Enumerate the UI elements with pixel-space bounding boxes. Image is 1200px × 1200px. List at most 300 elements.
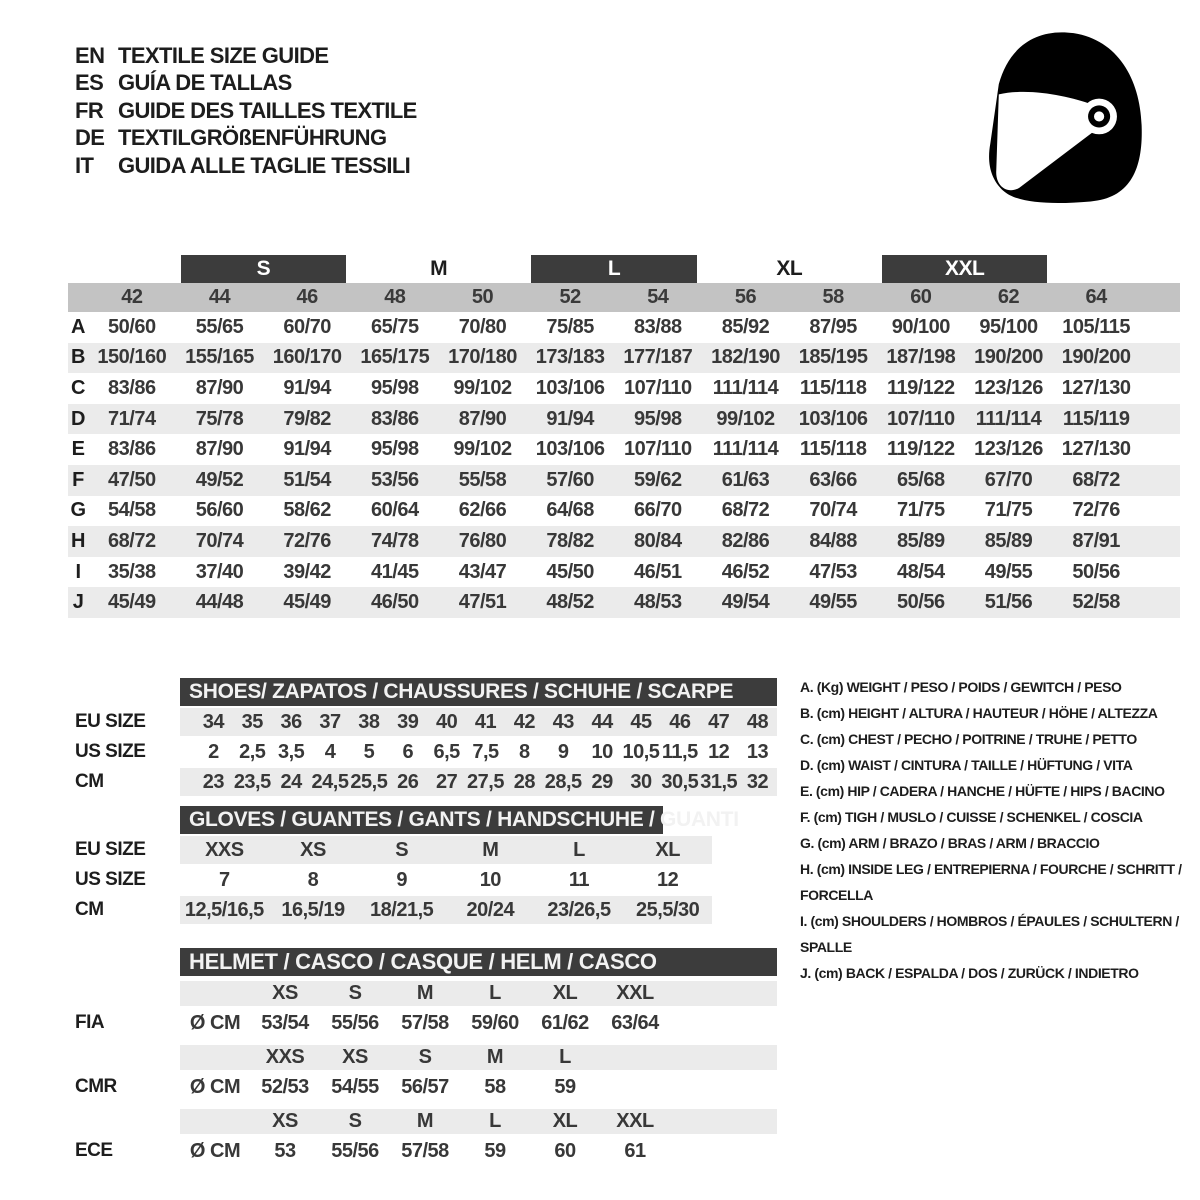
size-value: 55/58 <box>439 465 527 496</box>
size-value: 103/106 <box>789 404 877 435</box>
shoes-row-cells <box>180 768 777 796</box>
language-row-fr <box>75 97 417 125</box>
helmet-size-label: XL <box>552 1110 578 1132</box>
shoes-value: 35 <box>241 710 263 733</box>
size-value: 59/62 <box>614 465 702 496</box>
language-row-de <box>75 125 417 153</box>
row-label-h: H <box>68 526 88 557</box>
gloves-value: 9 <box>396 868 407 891</box>
shoes-value: 6 <box>402 740 414 763</box>
helmet-size-value: 59/60 <box>471 1011 519 1034</box>
size-value: 51/56 <box>965 587 1053 618</box>
shoes-value: 13 <box>746 740 769 763</box>
helmet-sizes-cells <box>180 1109 777 1134</box>
size-value: 45/50 <box>546 560 594 583</box>
helmet-size-value: 55/56 <box>331 1011 379 1034</box>
size-value: 47/53 <box>809 560 857 583</box>
helmet-size-value: 59 <box>554 1075 576 1098</box>
size-value: 173/183 <box>526 343 614 374</box>
size-value: 119/122 <box>886 438 955 461</box>
size-value: 35/38 <box>108 560 156 583</box>
size-value: 103/106 <box>535 376 605 399</box>
size-value: 74/78 <box>351 526 439 557</box>
row-filler <box>1140 343 1180 374</box>
shoes-value: 10,5 <box>622 740 660 763</box>
size-value: 190/200 <box>965 343 1053 374</box>
shoes-value: 2 <box>208 740 219 763</box>
gloves-table-title-bar: GLOVES / GUANTES / GANTS / HANDSCHUHE / GUANTI <box>180 806 663 834</box>
size-value: 187/198 <box>877 343 965 374</box>
shoes-value: 34 <box>202 710 225 733</box>
size-value: 83/86 <box>351 404 439 435</box>
shoes-value: 44 <box>591 710 613 733</box>
gloves-value: M <box>482 838 499 861</box>
language-title-list <box>75 42 417 180</box>
helmet-size-label: XS <box>342 1046 368 1068</box>
helmet-values-cells <box>180 1008 777 1038</box>
header-spacer <box>1052 255 1180 283</box>
size-value: 55/65 <box>195 315 244 338</box>
size-value: 46/52 <box>721 560 770 583</box>
legend-item-f: F. (cm) TIGH / MUSLO / CUISSE / SCHENKEL / COSCIA <box>800 809 1143 825</box>
size-value: 62/66 <box>458 499 507 522</box>
size-value: 95/100 <box>979 315 1038 338</box>
shoes-value: 32 <box>746 770 769 793</box>
row-filler <box>1140 373 1180 404</box>
helmet-sizes-cells <box>180 981 777 1006</box>
row-filler <box>1140 465 1180 496</box>
size-value: 72/76 <box>1072 499 1120 522</box>
size-value: 49/55 <box>984 560 1033 583</box>
size-value: 87/90 <box>195 438 244 461</box>
size-value: 79/82 <box>263 404 351 435</box>
shoes-value: 28 <box>513 770 535 793</box>
size-value: 48/53 <box>614 587 702 618</box>
helmet-sizes-row-cmr <box>68 1045 1180 1070</box>
helmet-standard-label: FIA <box>75 1012 105 1033</box>
size-value: 95/98 <box>614 404 702 435</box>
size-value: 51/54 <box>263 465 351 496</box>
guide-title: TEXTILGRÖßENFÜHRUNG <box>118 125 387 151</box>
row-label-e: E <box>71 438 85 461</box>
size-value: 87/95 <box>809 315 857 338</box>
size-value: 49/52 <box>176 465 264 496</box>
shoes-value: 8 <box>519 740 530 763</box>
size-value: 85/92 <box>721 315 770 338</box>
size-value: 115/118 <box>799 376 867 399</box>
size-group-xl: XL <box>776 257 803 280</box>
helmet-size-label: XXL <box>616 982 654 1004</box>
shoes-value: 47 <box>708 710 730 733</box>
size-value: 165/175 <box>351 343 439 374</box>
size-value: 45/49 <box>263 587 351 618</box>
shoes-row-label: US SIZE <box>75 741 146 762</box>
numeric-size-header: 56 <box>702 283 790 312</box>
numeric-size-header: 58 <box>789 283 877 312</box>
shoes-value: 30 <box>630 770 652 793</box>
shoes-value: 6,5 <box>433 740 460 763</box>
helmet-size-value: 54/55 <box>331 1075 379 1098</box>
size-value: 111/114 <box>712 438 779 461</box>
size-value: 45/49 <box>88 587 176 618</box>
size-value: 95/98 <box>371 376 419 399</box>
size-value: 61/63 <box>702 465 790 496</box>
size-value: 127/130 <box>1061 376 1131 399</box>
numeric-size-header: 48 <box>351 283 439 312</box>
helmet-size-label: M <box>416 982 434 1004</box>
helmet-size-value: 53 <box>274 1139 296 1162</box>
shoes-value: 23 <box>202 770 225 793</box>
language-code: EN <box>75 42 105 68</box>
gloves-value: S <box>395 838 409 861</box>
size-value: 85/89 <box>965 526 1053 557</box>
shoes-value: 45 <box>630 710 652 733</box>
gloves-value: 8 <box>307 868 319 891</box>
helmet-size-label: L <box>559 1046 571 1068</box>
gloves-row-label: US SIZE <box>75 869 146 890</box>
gloves-value: 7 <box>219 868 230 891</box>
textile-size-table <box>68 255 1180 618</box>
size-value: 50/56 <box>1072 560 1120 583</box>
size-value: 50/56 <box>877 587 965 618</box>
shoes-value: 48 <box>746 710 769 733</box>
gloves-value: 12,5/16,5 <box>184 898 264 921</box>
shoes-value: 38 <box>358 710 380 733</box>
numeric-size-header: 46 <box>263 283 351 312</box>
size-value: 54/58 <box>108 499 156 522</box>
row-label-i: I <box>75 560 81 583</box>
size-value: 68/72 <box>1052 465 1140 496</box>
gloves-value: 12 <box>657 868 679 891</box>
size-value: 90/100 <box>891 315 950 338</box>
guide-title: GUIDE DES TAILLES TEXTILE <box>118 97 417 123</box>
gloves-row-cells <box>180 896 712 924</box>
shoes-value: 31,5 <box>700 770 738 793</box>
helmet-values-row-fia <box>68 1008 1180 1038</box>
shoes-value: 36 <box>280 710 302 733</box>
legend-item-h: H. (cm) INSIDE LEG / ENTREPIERNA / FOURCHE / SCHRITT / FORCELLA <box>800 861 1182 903</box>
row-label-b: B <box>68 343 88 374</box>
numeric-size-header: 52 <box>526 283 614 312</box>
size-value: 80/84 <box>614 526 702 557</box>
size-value: 70/80 <box>458 315 507 338</box>
gloves-row-label: EU SIZE <box>75 839 146 860</box>
size-value: 44/48 <box>176 587 264 618</box>
size-value: 177/187 <box>614 343 702 374</box>
legend-item-i: I. (cm) SHOULDERS / HOMBROS / ÉPAULES / SCHULTERN / SPALLE <box>800 913 1179 955</box>
gloves-value: L <box>573 838 585 861</box>
shoes-value: 5 <box>363 740 375 763</box>
helmet-standard-label: CMR <box>75 1076 117 1097</box>
size-value: 72/76 <box>263 526 351 557</box>
helmet-standard-label: ECE <box>75 1140 113 1161</box>
size-value: 99/102 <box>453 376 512 399</box>
racing-helmet-icon <box>975 28 1145 210</box>
size-value: 95/98 <box>371 438 419 461</box>
size-value: 87/90 <box>195 376 244 399</box>
size-value: 37/40 <box>195 560 244 583</box>
gloves-value: 10 <box>479 868 501 891</box>
size-value: 46/50 <box>351 587 439 618</box>
guide-title: TEXTILE SIZE GUIDE <box>118 42 329 68</box>
helmet-sizes-row-spacer <box>68 1045 180 1070</box>
row-filler <box>1140 557 1180 588</box>
size-value: 50/60 <box>108 315 156 338</box>
shoes-value: 30,5 <box>661 770 699 793</box>
numeric-size-header: 54 <box>614 283 702 312</box>
legend-item-g: G. (cm) ARM / BRAZO / BRAS / ARM / BRACCIO <box>800 835 1100 851</box>
language-code: ES <box>75 70 104 96</box>
gloves-value: 20/24 <box>466 898 515 921</box>
size-value: 66/70 <box>634 499 682 522</box>
size-value: 75/78 <box>176 404 264 435</box>
band-filler-cell <box>1140 283 1180 312</box>
shoes-value: 41 <box>474 710 497 733</box>
size-value: 87/91 <box>1052 526 1140 557</box>
size-value: 115/119 <box>1052 404 1140 435</box>
size-value: 91/94 <box>283 438 331 461</box>
shoes-value: 39 <box>397 710 419 733</box>
legend-item-e: E. (cm) HIP / CADERA / HANCHE / HÜFTE / HIPS / BACINO <box>800 783 1165 799</box>
shoes-value: 37 <box>319 710 341 733</box>
helmet-size-label: S <box>348 1110 362 1132</box>
size-value: 83/86 <box>108 438 156 461</box>
shoes-value: 43 <box>552 710 574 733</box>
helmet-size-value: 63/64 <box>611 1011 659 1034</box>
language-row-it <box>75 152 417 180</box>
row-label-f: F <box>68 465 88 496</box>
measurement-legend <box>800 674 1200 986</box>
size-value: 43/47 <box>458 560 507 583</box>
language-code: FR <box>75 97 104 123</box>
size-value: 48/54 <box>897 560 945 583</box>
size-value: 64/68 <box>546 499 594 522</box>
size-value: 48/52 <box>526 587 614 618</box>
helmet-size-value: 57/58 <box>401 1011 449 1034</box>
gloves-value: 25,5/30 <box>636 898 700 921</box>
size-value: 70/74 <box>809 499 857 522</box>
numeric-size-header: 60 <box>877 283 965 312</box>
size-value: 111/114 <box>712 376 779 399</box>
size-value: 182/190 <box>702 343 790 374</box>
header-spacer <box>68 255 176 283</box>
size-value: 155/165 <box>176 343 264 374</box>
diameter-unit-label: Ø CM <box>189 1011 241 1034</box>
gloves-value: 18/21,5 <box>370 898 434 921</box>
helmet-size-value: 56/57 <box>401 1075 449 1098</box>
shoes-value: 24 <box>280 770 302 793</box>
numeric-size-header: 50 <box>439 283 527 312</box>
helmet-table-title-bar: HELMET / CASCO / CASQUE / HELM / CASCO <box>180 948 777 976</box>
size-value: 107/110 <box>623 376 692 399</box>
helmet-sizes-row-ece <box>68 1109 1180 1134</box>
shoes-value: 25,5 <box>350 770 388 793</box>
gloves-value: XXS <box>205 838 244 861</box>
helmet-size-value: 61 <box>624 1139 646 1162</box>
size-value: 78/82 <box>526 526 614 557</box>
size-value: 68/72 <box>721 499 770 522</box>
size-group-xxl: XXL <box>882 255 1047 283</box>
gloves-value: 16,5/19 <box>281 898 345 921</box>
legend-item-j: J. (cm) BACK / ESPALDA / DOS / ZURÜCK / INDIETRO <box>800 965 1139 981</box>
shoes-value: 27 <box>436 770 458 793</box>
legend-item-d: D. (cm) WAIST / CINTURA / TAILLE / HÜFTUNG / VITA <box>800 757 1133 773</box>
size-value: 185/195 <box>789 343 877 374</box>
size-value: 115/118 <box>799 438 867 461</box>
shoes-value: 40 <box>436 710 458 733</box>
size-value: 150/160 <box>88 343 176 374</box>
gloves-value: XL <box>655 838 680 861</box>
size-group-l: L <box>531 255 696 283</box>
size-value: 46/51 <box>634 560 682 583</box>
size-value: 83/88 <box>634 315 682 338</box>
size-value: 57/60 <box>526 465 614 496</box>
helmet-size-label: XXL <box>616 1110 654 1132</box>
size-value: 65/75 <box>371 315 419 338</box>
size-value: 85/89 <box>877 526 965 557</box>
size-group-m: M <box>430 257 448 280</box>
helmet-size-label: L <box>489 982 501 1004</box>
row-filler <box>1140 312 1180 343</box>
shoes-value: 46 <box>669 710 691 733</box>
size-value: 56/60 <box>195 499 244 522</box>
helmet-size-label: XL <box>552 982 578 1004</box>
shoes-value: 4 <box>324 740 336 763</box>
size-value: 82/86 <box>702 526 790 557</box>
helmet-values-cells <box>180 1136 777 1166</box>
helmet-values-cells <box>180 1072 777 1102</box>
size-value: 47/51 <box>439 587 527 618</box>
gloves-row-label: CM <box>75 899 104 920</box>
row-label-c: C <box>71 376 85 399</box>
shoes-value: 28,5 <box>544 770 582 793</box>
helmet-size-value: 53/54 <box>261 1011 309 1034</box>
size-value: 53/56 <box>351 465 439 496</box>
numeric-size-header: 64 <box>1052 283 1140 312</box>
row-filler <box>1140 404 1180 435</box>
size-value: 107/110 <box>623 438 692 461</box>
helmet-sizes-row-spacer <box>68 1109 180 1134</box>
helmet-size-value: 55/56 <box>331 1139 379 1162</box>
size-value: 47/50 <box>88 465 176 496</box>
size-value: 87/90 <box>439 404 527 435</box>
shoes-value: 11,5 <box>661 740 698 763</box>
shoes-row-cells <box>180 708 777 736</box>
size-value: 127/130 <box>1061 438 1131 461</box>
size-value: 105/115 <box>1062 315 1130 338</box>
numeric-size-header: 42 <box>88 283 176 312</box>
helmet-sizes-row-spacer <box>68 981 180 1006</box>
language-code: DE <box>75 125 105 151</box>
size-group-s: S <box>181 255 346 283</box>
language-row-es <box>75 70 417 98</box>
helmet-size-value: 52/53 <box>261 1075 309 1098</box>
shoes-value: 9 <box>557 740 569 763</box>
size-value: 71/75 <box>984 499 1033 522</box>
language-row-en <box>75 42 417 70</box>
row-label-d: D <box>68 404 88 435</box>
guide-title: GUIDA ALLE TAGLIE TESSILI <box>118 152 411 178</box>
size-value: 68/72 <box>88 526 176 557</box>
row-filler <box>1140 526 1180 557</box>
shoes-value: 29 <box>591 770 613 793</box>
gloves-row-cells <box>180 866 712 894</box>
legend-item-b: B. (cm) HEIGHT / ALTURA / HAUTEUR / HÖHE / ALTEZZA <box>800 705 1158 721</box>
helmet-values-row-cmr <box>68 1072 1180 1102</box>
size-value: 84/88 <box>789 526 877 557</box>
helmet-size-label: XS <box>272 982 298 1004</box>
size-value: 49/55 <box>789 587 877 618</box>
size-value: 70/74 <box>176 526 264 557</box>
shoes-value: 3,5 <box>278 740 305 763</box>
size-value: 63/66 <box>789 465 877 496</box>
helmet-size-value: 58 <box>484 1075 506 1098</box>
row-label-g: G <box>70 499 86 522</box>
helmet-size-value: 57/58 <box>401 1139 449 1162</box>
shoes-value: 26 <box>397 770 419 793</box>
size-value: 41/45 <box>371 560 419 583</box>
size-value: 107/110 <box>877 404 965 435</box>
helmet-size-label: S <box>348 982 362 1004</box>
size-value: 91/94 <box>526 404 614 435</box>
row-label-a: A <box>71 315 85 338</box>
legend-item-c: C. (cm) CHEST / PECHO / POITRINE / TRUHE / PETTO <box>800 731 1137 747</box>
row-label-j: J <box>68 587 88 618</box>
shoes-table-title-bar: SHOES/ ZAPATOS / CHAUSSURES / SCHUHE / SCARPE <box>180 678 777 706</box>
size-value: 99/102 <box>453 438 512 461</box>
size-value: 71/75 <box>897 499 945 522</box>
shoes-row-label: CM <box>75 771 104 792</box>
size-value: 60/64 <box>371 499 419 522</box>
helmet-size-label: S <box>418 1046 432 1068</box>
guide-title: GUÍA DE TALLAS <box>118 70 292 96</box>
helmet-size-label: M <box>486 1046 504 1068</box>
legend-item-a: A. (Kg) WEIGHT / PESO / POIDS / GEWITCH / PESO <box>800 679 1122 695</box>
diameter-unit-label: Ø CM <box>189 1139 241 1162</box>
shoes-value: 12 <box>708 740 730 763</box>
size-value: 76/80 <box>439 526 527 557</box>
size-value: 49/54 <box>702 587 790 618</box>
size-value: 160/170 <box>263 343 351 374</box>
helmet-size-value: 61/62 <box>541 1011 589 1034</box>
shoes-row-label: EU SIZE <box>75 711 146 732</box>
shoes-row-cells <box>180 738 777 766</box>
helmet-size-label: M <box>416 1110 434 1132</box>
helmet-size-value: 59 <box>484 1139 506 1162</box>
language-code: IT <box>75 152 94 178</box>
size-value: 83/86 <box>108 376 156 399</box>
size-value: 190/200 <box>1052 343 1140 374</box>
size-value: 103/106 <box>535 438 605 461</box>
numeric-size-header: 62 <box>965 283 1053 312</box>
gloves-value: XS <box>300 838 326 861</box>
size-value: 111/114 <box>965 404 1053 435</box>
gloves-value: 11 <box>568 868 590 891</box>
size-value: 75/85 <box>546 315 594 338</box>
helmet-size-label: XXS <box>265 1046 305 1068</box>
size-value: 119/122 <box>886 376 955 399</box>
shoes-value: 42 <box>513 710 535 733</box>
shoes-value: 23,5 <box>233 770 271 793</box>
helmet-size-value: 60 <box>554 1139 576 1162</box>
shoes-value: 10 <box>591 740 613 763</box>
helmet-sizes-cells <box>180 1045 777 1070</box>
helmet-values-row-ece <box>68 1136 1180 1166</box>
diameter-unit-label: Ø CM <box>189 1075 241 1098</box>
row-filler <box>1140 587 1180 618</box>
size-value: 71/74 <box>88 404 176 435</box>
size-value: 123/126 <box>974 376 1043 399</box>
